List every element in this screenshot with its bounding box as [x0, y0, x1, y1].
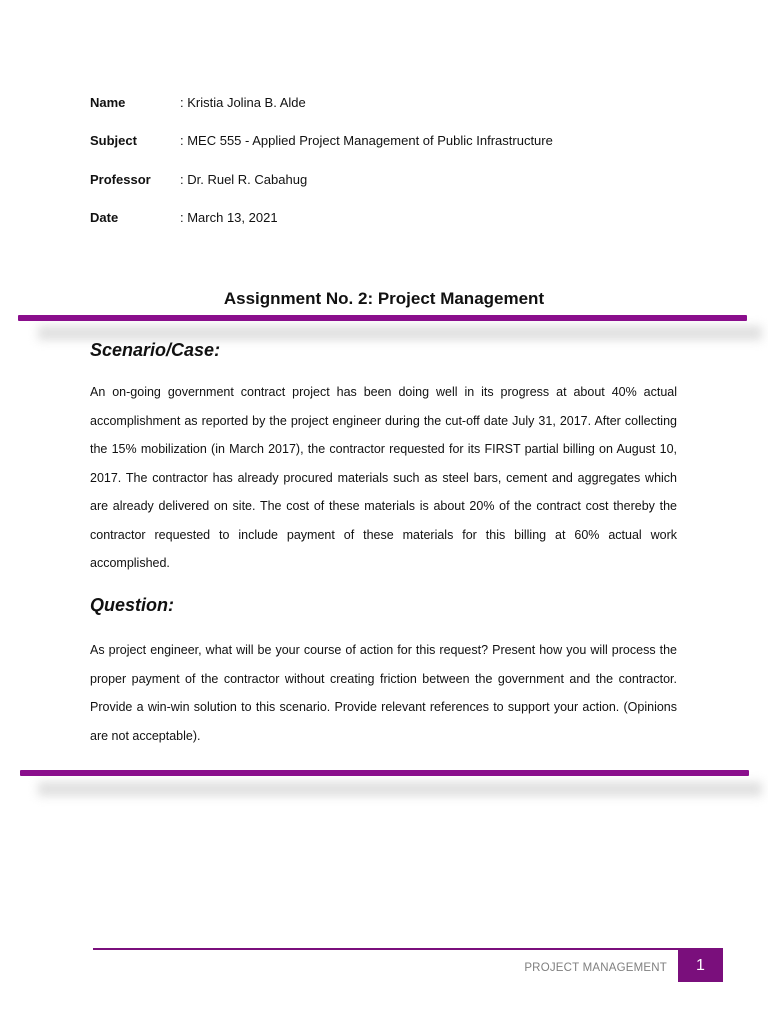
scenario-paragraph: An on-going government contract project has been doing well in its progress at about 40% actual accomplishment as reported by the project engineer during the cut-off date July 31, 2017. After collecting the 15% mobilization (in March 2017), the contractor requested for its FIRST partial billing on August 10, 2017. The contractor has already procured materials such as steel bars, cement and aggregates which are already delivered on site. The cost of these materials is about 20% of the contract cost thereby the contractor requested to include payment of these materials for this billing at 60% actual work accomplished.: [90, 385, 677, 570]
subject-value: : MEC 555 - Applied Project Management of Public Infrastructure: [180, 133, 553, 148]
footer-line: [93, 948, 723, 950]
date-value: : March 13, 2021: [180, 210, 278, 225]
subject-label: Subject: [90, 133, 137, 148]
scenario-heading: Scenario/Case:: [90, 340, 221, 360]
assignment-title: Assignment No. 2: Project Management: [223, 289, 545, 308]
footer-label: PROJECT MANAGEMENT: [524, 962, 667, 974]
professor-value: : Dr. Ruel R. Cabahug: [180, 172, 308, 187]
question-paragraph: As project engineer, what will be your course of action for this request? Present how you will process the proper payment of the contractor without creating friction between the government and the contractor. Provide a win-win solution to this scenario. Provide relevant references to support your action. (Opinions are not acceptable).: [90, 643, 677, 743]
name-label: Name: [90, 95, 126, 110]
top-divider: [18, 315, 747, 321]
top-rule-shadow: [38, 326, 762, 340]
bottom-divider: [20, 770, 749, 776]
question-heading: Question:: [90, 595, 174, 615]
date-label: Date: [90, 210, 119, 225]
bottom-rule-shadow: [38, 782, 762, 796]
professor-label: Professor: [90, 172, 151, 187]
page-number: 1: [678, 950, 723, 982]
name-value: : Kristia Jolina B. Alde: [180, 95, 306, 110]
